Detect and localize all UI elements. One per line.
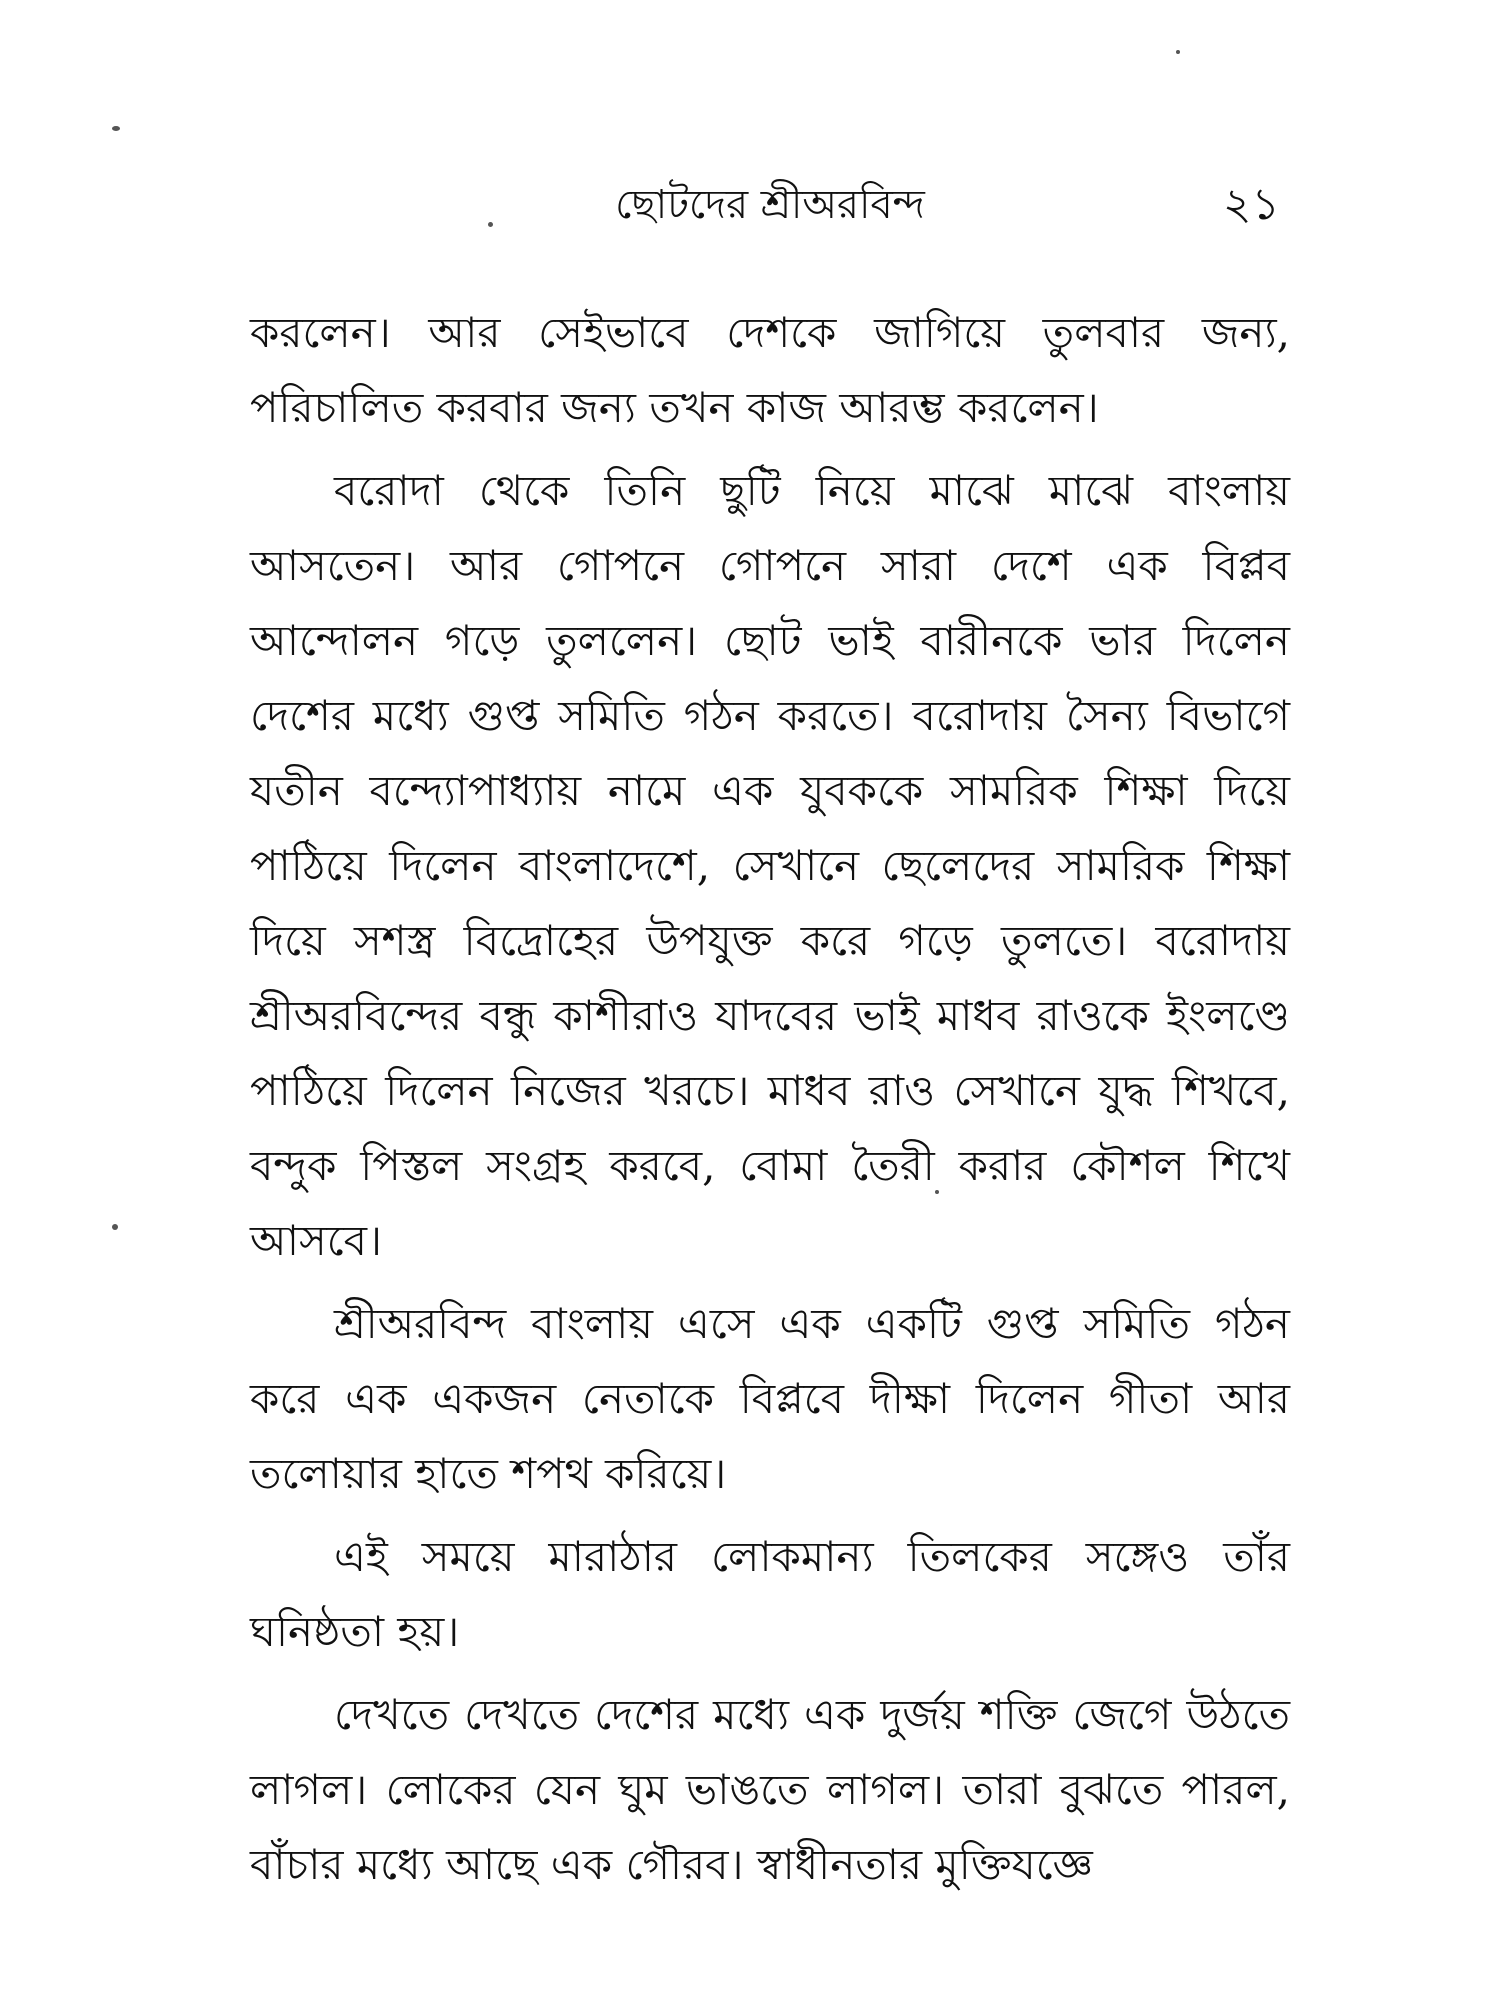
scan-speck [112,1224,118,1230]
page-number: ২১ [1222,179,1280,230]
paragraph: এই সময়ে মারাঠার লোকমান্য তিলকের সঙ্গেও তাঁর ঘনিষ্ঠতা হয়। [250,1532,1290,1656]
paragraph: করলেন। আর সেইভাবে দেশকে জাগিয়ে তুলবার জন্য, পরিচালিত করবার জন্য তখন কাজ আরম্ভ করলেন। [250,308,1290,432]
paragraph: বরোদা থেকে তিনি ছুটি নিয়ে মাঝে মাঝে বাংলায় আসতেন। আর গোপনে গোপনে সারা দেশে এক বিপ্লব আন্দোলন গড়ে তুললেন। ছোট ভাই বারীনকে ভার দিলেন দেশের মধ্যে গুপ্ত সমিতি গঠন করতে। বরোদায় সৈন্য বিভাগে যতীন বন্দ্যোপাধ্যায় নামে এক যুবককে সামরিক শিক্ষা দিয়ে পাঠিয়ে দিলেন বাংলাদেশে, সেখানে ছেলেদের সামরিক শিক্ষা দিয়ে সশস্ত্র বিদ্রোহের উপযুক্ত করে গড়ে তুলতে। বরোদায় শ্রীঅরবিন্দের বন্ধু কাশীরাও যাদবের ভাই মাধব রাওকে ইংলণ্ডে পাঠিয়ে দিলেন নিজের খরচে। মাধব রাও সেখানে যুদ্ধ শিখবে, বন্দুক পিস্তল সংগ্রহ করবে, বোমা তৈরী করার কৌশল শিখে আসবে। [250,466,1290,1265]
scan-speck [112,126,120,131]
running-title: ছোটদের শ্রীঅরবিন্দ [615,182,925,228]
scan-speck [1176,50,1180,54]
body-text [250,295,1290,1910]
running-head [250,175,1290,235]
paragraph: শ্রীঅরবিন্দ বাংলায় এসে এক একটি গুপ্ত সমিতি গঠন করে এক একজন নেতাকে বিপ্লবে দীক্ষা দিলেন গীতা আর তলোয়ার হাতে শপথ করিয়ে। [250,1299,1290,1498]
paragraph: দেখতে দেখতে দেশের মধ্যে এক দুর্জয় শক্তি জেগে উঠতে লাগল। লোকের যেন ঘুম ভাঙতে লাগল। তারা বুঝতে পারল, বাঁচার মধ্যে আছে এক গৌরব। স্বাধীনতার মুক্তিযজ্ঞে [250,1690,1290,1889]
